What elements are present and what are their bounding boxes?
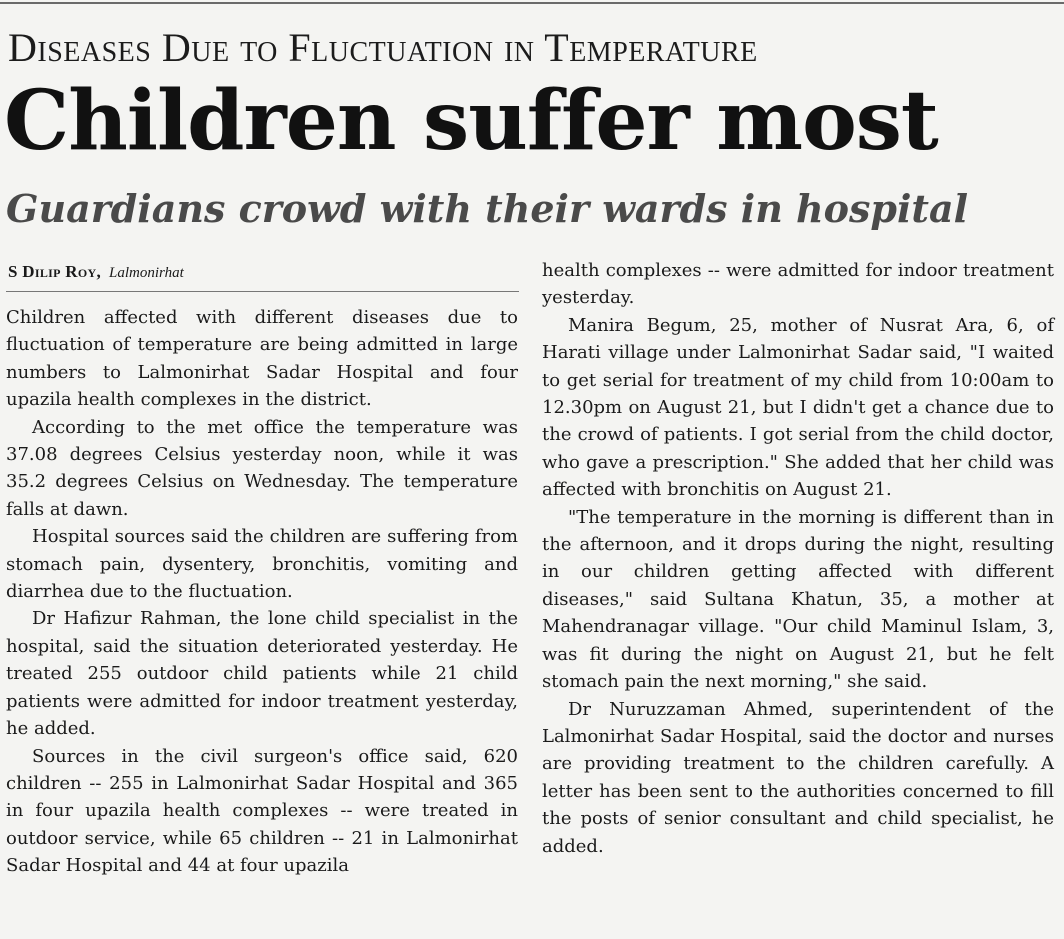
byline [8,262,184,282]
paragraph: Hospital sources said the children are suffering from stomach pain, dysentery, bronchitis, vomiting and diarrhea due to the fluctuation. [6,526,518,603]
paragraph: Children affected with different diseases due to fluctuation of temperature are being admitted in large numbers to Lalmonirhat Sadar Hospital and four upazila health complexes in the district. [6,307,518,411]
paragraph: Dr Hafizur Rahman, the lone child specialist in the hospital, said the situation deteriorated yesterday. He treated 255 outdoor child patients while 21 child patients were admitted for indoor treatment yesterday, he added. [6,608,518,740]
top-rule [0,2,1064,4]
paragraph: Sources in the civil surgeon's office said, 620 children -- 255 in Lalmonirhat Sadar Hospital and 365 in four upazila health complexes -- were treated in outdoor service, while 65 children -- 21 in Lalmonirhat Sadar Hospital and 44 at four upazila [6,745,518,877]
paragraph: Manira Begum, 25, mother of Nusrat Ara, 6, of Harati village under Lalmonirhat Sadar said, "I waited to get serial for treatment of my child from 10:00am to 12.30pm on August 21, but I didn't get a chance due to the crowd of patients. I got serial from the child doctor, who gave a prescription." She added that her child was affected with bronchitis on August 21. [542,314,1054,501]
paragraph: "The temperature in the morning is different than in the afternoon, and it drops during the night, resulting in our children getting affected with different diseases," said Sultana Khatun, 35, a mother at Mahendranagar village. "Our child Maminul Islam, 3, was fit during the night on August 21, but he felt stomach pain the next morning," she said. [542,506,1054,693]
headline: Children suffer most [4,73,938,169]
byline-author: S Dilip Roy, [8,262,102,281]
byline-divider [6,291,519,292]
kicker: Diseases Due to Fluctuation in Temperature [8,25,758,70]
left-column [6,304,518,880]
paragraph: Dr Nuruzzaman Ahmed, superintendent of the Lalmonirhat Sadar Hospital, said the doctor and nurses are providing treatment to the children carefully. A letter has been sent to the authorities concerned to fill the posts of senior consultant and child specialist, he added. [542,698,1054,857]
right-column [542,257,1054,860]
paragraph: According to the met office the temperature was 37.08 degrees Celsius yesterday noon, while it was 35.2 degrees Celsius on Wednesday. The temperature falls at dawn. [6,416,518,520]
subheadline: Guardians crowd with their wards in hospital [6,186,969,231]
paragraph: health complexes -- were admitted for indoor treatment yesterday. [542,260,1054,309]
byline-location: Lalmonirhat [109,265,184,281]
